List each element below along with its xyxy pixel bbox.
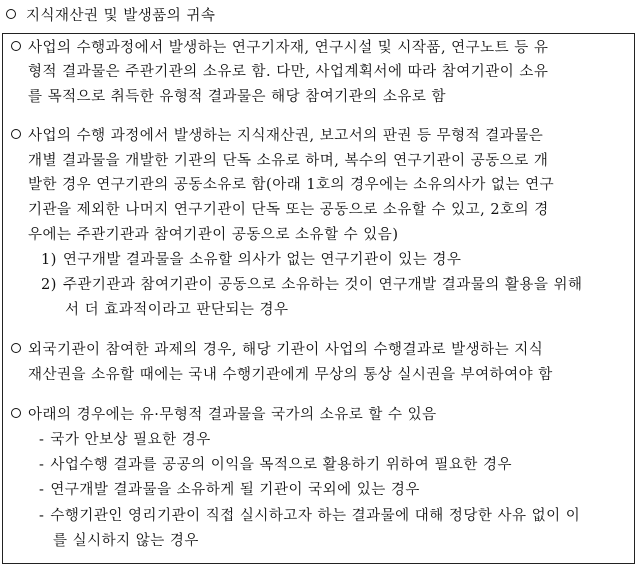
item-2-numbered-1: 1) 연구개발 결과물을 소유할 의사가 없는 연구기관이 있는 경우 — [41, 252, 462, 268]
content-box — [2, 33, 635, 564]
item-4-dash-4: - 수행기관인 영리기관이 직접 실시하고자 하는 결과물에 대해 정당한 사유 없이 이 — [39, 508, 581, 524]
item-2-line-3: 발한 경우 연구기관의 공동소유로 함(아래 1호의 경우에는 소유의사가 없는 연구 — [28, 177, 555, 193]
item-1-line-1: 사업의 수행과정에서 발생하는 연구기자재, 연구시설 및 시작품, 연구노트 등 유 — [11, 36, 548, 60]
circle-bullet-icon — [11, 129, 21, 139]
item-1-line-2: 형적 결과물은 주관기관의 소유로 함. 다만, 사업계획서에 따라 참여기관이 소유 — [28, 64, 549, 80]
item-4-line-1: 아래의 경우에는 유·무형적 결과물을 국가의 소유로 할 수 있음 — [11, 403, 437, 427]
item-2-line-4: 기관을 제외한 나머지 연구기관이 단독 또는 공동으로 소유할 수 있고, 2호의 경 — [28, 202, 549, 218]
item-4-dash-1: - 국가 안보상 필요한 경우 — [39, 432, 211, 448]
item-3-line-2: 재산권을 소유할 때에는 국내 수행기관에게 무상의 통상 실시권을 부여하여야 함 — [28, 367, 553, 383]
item-4-dash-3: - 연구개발 결과물을 소유하게 될 기관이 국외에 있는 경우 — [39, 482, 420, 498]
circle-bullet-icon — [11, 41, 21, 51]
item-4-dash-4-cont: 를 실시하지 않는 경우 — [53, 533, 199, 549]
item-2-line-5: 우에는 주관기관과 참여기관이 공동으로 소유할 수 있음) — [28, 227, 399, 243]
section-heading-text: 지식재산권 및 발생품의 귀속 — [26, 7, 216, 24]
item-4-dash-2: - 사업수행 결과를 공공의 이익을 목적으로 활용하기 위하여 필요한 경우 — [39, 457, 512, 473]
hollow-circle-bullet-icon — [6, 9, 16, 19]
item-3-line-1: 외국기관이 참여한 과제의 경우, 해당 기관이 사업의 수행결과로 발생하는 지식 — [11, 338, 543, 362]
item-1-line-3: 를 목적으로 취득한 유형적 결과물은 해당 참여기관의 소유로 함 — [28, 89, 447, 105]
item-2-numbered-2-cont: 서 더 효과적이라고 판단되는 경우 — [65, 302, 289, 318]
circle-bullet-icon — [11, 408, 21, 418]
item-2-line-2: 개별 결과물을 개발한 기관의 단독 소유로 하며, 복수의 연구기관이 공동으로 개 — [28, 153, 549, 169]
item-2-numbered-2: 2) 주관기관과 참여기관이 공동으로 소유하는 것이 연구개발 결과물의 활용을 위해 — [41, 277, 583, 293]
circle-bullet-icon — [11, 343, 21, 353]
item-2-line-1: 사업의 수행 과정에서 발생하는 지식재산권, 보고서의 판권 등 무형적 결과물은 — [11, 124, 543, 148]
section-heading — [6, 2, 215, 26]
